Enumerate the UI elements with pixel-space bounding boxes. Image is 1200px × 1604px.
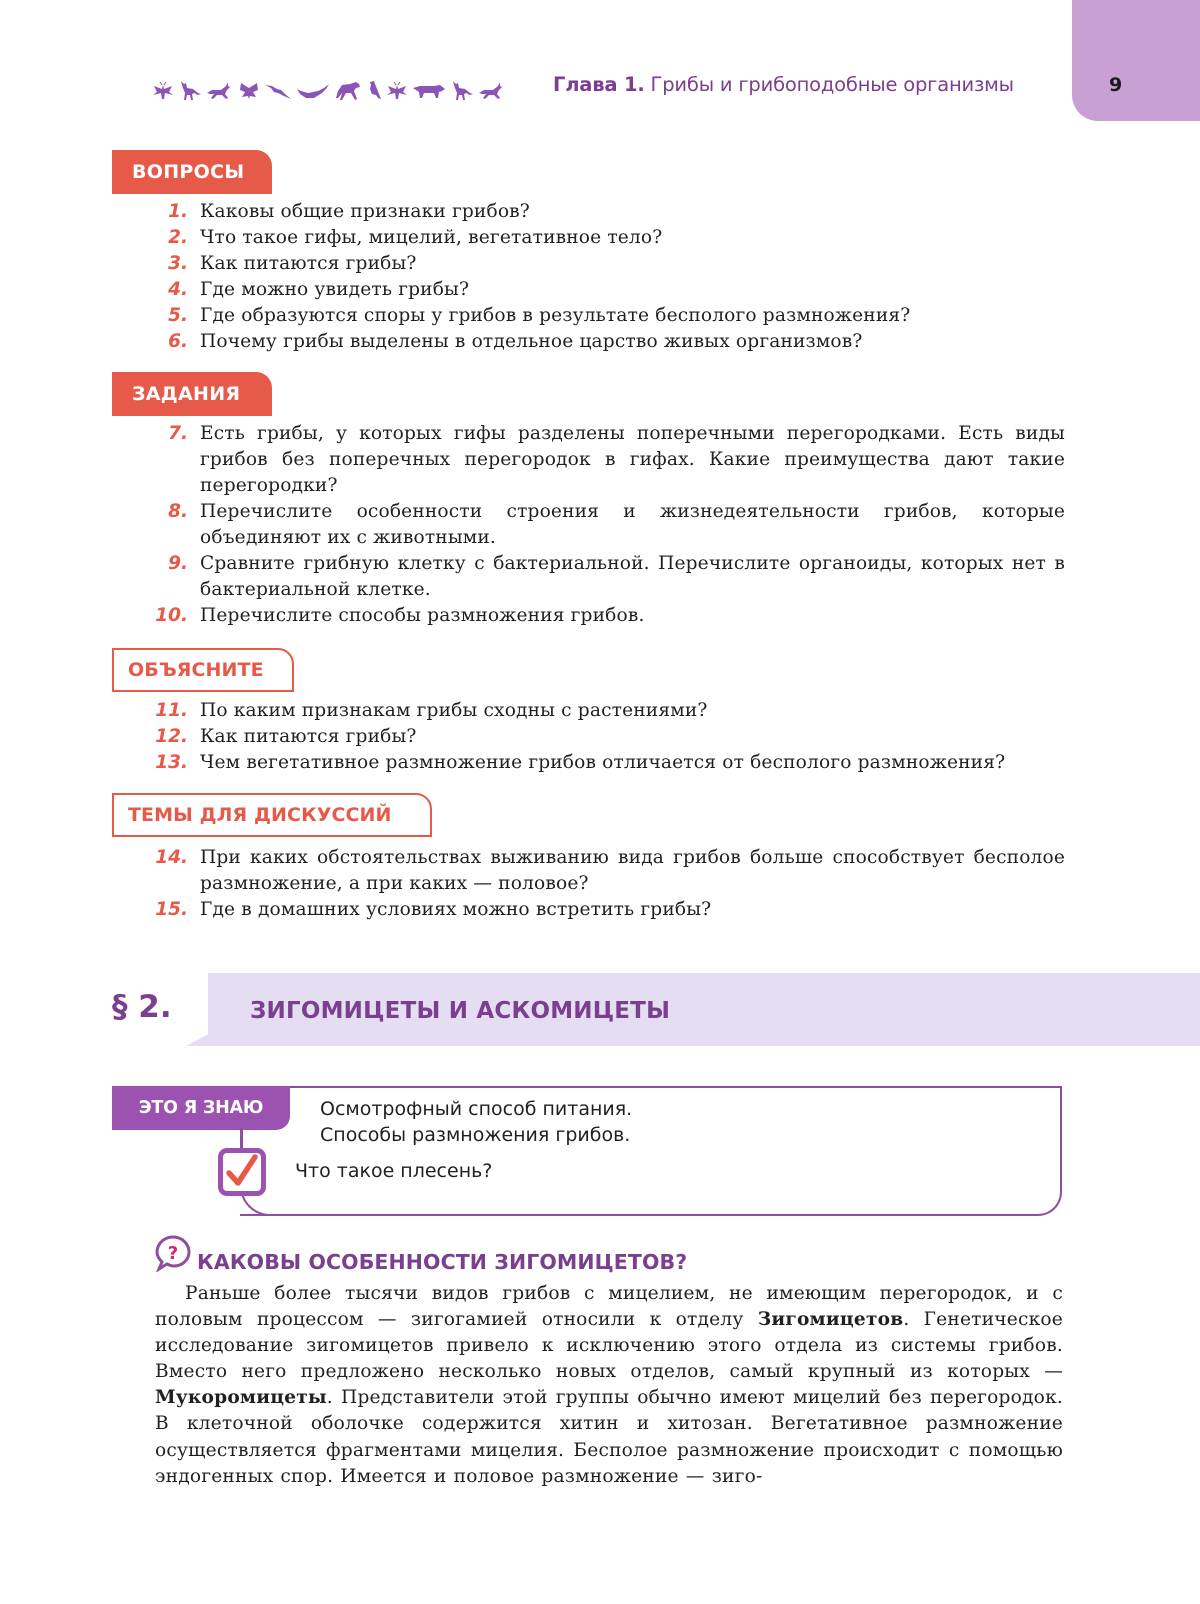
item-text: Сравните грибную клетку с бактериальной. Перечислите органоиды, которых нет в бактериальной клетке. [200,553,1065,600]
item-text: Перечислите способы размножения грибов. [200,605,645,626]
body-text-run: . Представители этой группы обычно имеют мицелий без перегородок. В клеточной оболочке содержится хитин и хитозан. Вегетативное размножение осуществляется фрагментами мицелия. Бесполое размножение происходит с помощью эндогенных спор. Имеется и половое размножение — зиго- [155,1387,1063,1487]
item-number: 7. [168,423,188,444]
list-item [150,897,1065,923]
item-number: 8. [168,501,188,522]
body-text-run: Раньше более тысячи видов грибов с мицелием, не имеющим перегородок, и с половым процессом — зигогамией относили к отделу [155,1283,1063,1331]
item-number: 4. [168,279,188,300]
section-title: ЗИГОМИЦЕТЫ И АСКОМИЦЕТЫ [250,998,671,1024]
term-mucoromycetes: Мукоромицеты [155,1387,327,1409]
term-zygomycetes: Зигомицетов [757,1309,904,1331]
bird-icon [264,80,292,102]
chapter-title [553,73,1014,96]
item-text: Где в домашних условиях можно встретить грибы? [200,899,712,920]
list-item [150,277,1065,303]
item-number: 15. [155,899,188,920]
page-number: 9 [1109,74,1123,96]
page-number-tab [1072,0,1200,121]
list-item [150,698,1065,724]
discussion-list [150,845,1065,923]
prior-knowledge-item: Способы размножения грибов. [320,1124,631,1146]
item-number: 10. [155,605,188,626]
item-text: Перечислите особенности строения и жизнедеятельности грибов, которые объединяют их с животными. [200,501,1065,548]
list-item [150,499,1065,551]
item-number: 1. [168,201,188,222]
list-item [150,724,1065,750]
item-text: Где можно увидеть грибы? [200,279,470,300]
chapter-name: Грибы и грибоподобные организмы [650,73,1014,96]
connector-line [240,1128,243,1150]
item-number: 13. [155,752,188,773]
hyena-icon [334,79,362,103]
list-item [150,225,1065,251]
parrot-icon [366,79,382,103]
list-item [150,551,1065,603]
item-text: По каким признакам грибы сходны с растениями? [200,700,708,721]
boar-icon [412,80,446,102]
body-text-run: . Генетическое исследование зигомицетов привело к исключению этого отдела из системы грибов. Вместо него предложено несколько новых отделов, самый крупный из которых — [155,1309,1063,1383]
gazelle-icon [478,80,506,102]
prior-knowledge-item: Осмотрофный способ питания. [320,1098,633,1120]
prior-knowledge-label: ЭТО Я ЗНАЮ [112,1086,290,1130]
moth-icon [152,80,174,102]
butterfly-icon [238,80,260,102]
item-text: Есть грибы, у которых гифы разделены поперечными перегородками. Есть виды грибов без поперечных перегородок в гифах. Какие преимущества дают такие перегородки? [200,423,1065,496]
item-number: 2. [168,227,188,248]
item-number: 5. [168,305,188,326]
svg-text:?: ? [167,1243,179,1264]
list-item [150,421,1065,499]
item-text: При каких обстоятельствах выживанию вида грибов больше способствует бесполое размножение, а при каких — половое? [200,847,1065,894]
list-item [150,750,1065,776]
item-number: 9. [168,553,188,574]
question-bubble-icon [154,1234,192,1272]
gazelle-icon [206,80,234,102]
explain-list [150,698,1065,776]
questions-list [150,199,1065,355]
item-number: 3. [168,253,188,274]
list-item [150,199,1065,225]
body-paragraph [155,1281,1063,1490]
item-text: Каковы общие признаки грибов? [200,201,530,222]
section-number: § 2. [112,989,172,1025]
tasks-list [150,421,1065,629]
list-item [150,251,1065,277]
list-item [150,303,1065,329]
list-item [150,603,1065,629]
tasks-label: ЗАДАНИЯ [112,372,272,416]
item-text: Что такое гифы, мицелий, вегетативное тело? [200,227,663,248]
item-text: Как питаются грибы? [200,726,417,747]
item-number: 6. [168,331,188,352]
list-item [150,845,1065,897]
explain-label: ОБЪЯСНИТЕ [112,648,294,692]
item-number: 14. [155,847,188,868]
discussion-label: ТЕМЫ ДЛЯ ДИСКУССИЙ [112,793,432,837]
item-text: Почему грибы выделены в отдельное царство живых организмов? [200,331,863,352]
item-text: Чем вегетативное размножение грибов отличается от бесполого размножения? [200,752,1006,773]
decorative-animal-strip [152,76,506,106]
prior-knowledge-list [320,1096,632,1148]
list-item [150,329,1065,355]
fox-icon [450,79,474,103]
item-text: Как питаются грибы? [200,253,417,274]
item-number: 12. [155,726,188,747]
subsection-heading: КАКОВЫ ОСОБЕННОСТИ ЗИГОМИЦЕТОВ? [197,1250,688,1274]
moth-icon [386,80,408,102]
questions-label: ВОПРОСЫ [112,150,272,194]
chapter-label: Глава 1. [553,73,645,96]
prior-knowledge-question: Что такое плесень? [295,1160,493,1182]
item-text: Где образуются споры у грибов в результате бесполого размножения? [200,305,911,326]
fox-icon [178,79,202,103]
item-number: 11. [155,700,188,721]
whale-icon [296,80,330,102]
checkmark-icon [218,1148,266,1196]
